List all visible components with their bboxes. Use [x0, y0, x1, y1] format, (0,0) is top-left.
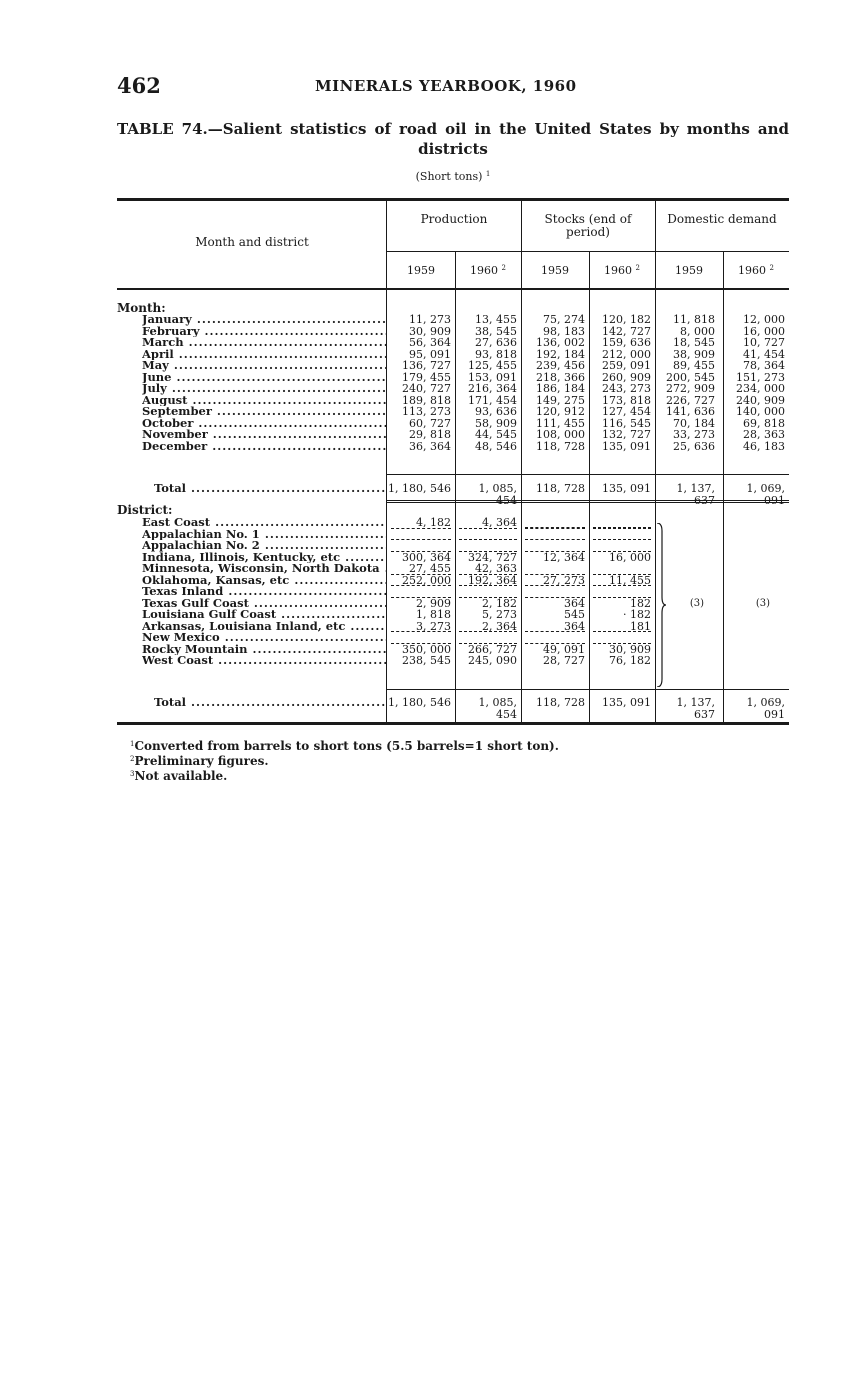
table-cell: 89, 455 [673, 359, 715, 372]
table-bottom-rule [117, 722, 789, 725]
cell-separator [391, 574, 451, 575]
page-header [117, 73, 789, 99]
table-cell: 46, 183 [743, 439, 785, 453]
table-cell: 5, 273 [482, 608, 517, 621]
cell-separator [391, 597, 451, 598]
column-rule [655, 201, 656, 722]
district-label: Minnesota, Wisconsin, North Dakota ..... [142, 563, 386, 575]
cell-separator [525, 551, 585, 552]
page-number: 462 [117, 73, 161, 98]
table-cell: 266, 727 [468, 642, 517, 656]
footnote-3: $^3$Not available. [130, 769, 228, 783]
district-section-heading: District: [117, 503, 173, 517]
road-oil-table [117, 198, 789, 725]
table-cell: 30, 909 [409, 324, 451, 338]
cell-separator [525, 574, 585, 575]
cell-separator [459, 643, 517, 644]
cell-separator [459, 528, 517, 529]
table-cell: 27, 273 [543, 573, 585, 587]
table-cell: 181 [630, 619, 651, 633]
table-cell: 48, 546 [475, 439, 517, 453]
cell-separator [459, 539, 517, 540]
district-label: Appalachian No. 1 ..... [142, 529, 386, 541]
table-cell: 200, 545 [666, 370, 715, 384]
table-cell: 4, 364 [482, 516, 517, 529]
district-label: Appalachian No. 2 ..... [142, 540, 386, 552]
table-cell: 58, 909 [475, 416, 517, 430]
district-total-label: Total ..... [154, 697, 386, 709]
table-cell: 70, 184 [673, 416, 715, 430]
table-cell: 350, 000 [402, 642, 451, 656]
year-header: 1959 [675, 264, 703, 277]
table-cell-total: 1, 137, [676, 482, 715, 495]
not-available-1960: (3) [755, 598, 771, 609]
table-cell: 113, 273 [402, 405, 451, 418]
district-label: West Coast ..... [142, 655, 386, 667]
month-label: May ..... [142, 360, 386, 372]
table-cell: 364 [564, 596, 585, 610]
table-cell-total: 1, 069, 091 [746, 696, 785, 721]
column-header-rule [117, 288, 789, 290]
table-cell: 33, 273 [673, 428, 715, 441]
cell-separator [525, 631, 585, 632]
table-cell: 243, 273 [602, 382, 651, 395]
table-cell: 179, 455 [402, 370, 451, 384]
table-cell: 44, 545 [475, 428, 517, 441]
table-cell: 120, 182 [602, 313, 651, 326]
month-label: June ..... [142, 372, 386, 384]
table-cell: 41, 454 [743, 347, 785, 361]
table-cell: 151, 273 [736, 370, 785, 384]
table-cell: 11, 455 [609, 573, 651, 587]
table-cell: 127, 454 [602, 405, 651, 418]
table-cell: 69, 818 [743, 416, 785, 430]
table-cell: 12, 000 [743, 313, 785, 326]
cell-separator [525, 597, 585, 598]
table-cell: 27, 455 [409, 562, 451, 575]
cell-separator [391, 631, 451, 632]
month-label: January ..... [142, 314, 386, 326]
month-label: November ..... [142, 429, 386, 441]
table-cell: 364 [564, 619, 585, 633]
table-cell: 240, 909 [736, 393, 785, 407]
table-cell: 13, 455 [475, 313, 517, 326]
table-cell: 108, 000 [536, 428, 585, 441]
table-cell: 56, 364 [409, 336, 451, 349]
table-cell: 173, 818 [602, 393, 651, 407]
table-cell: 36, 364 [409, 439, 451, 453]
month-label: February ..... [142, 326, 386, 338]
group-header-production: Production [420, 212, 488, 226]
year-header: 1960 $^2$ [470, 264, 506, 277]
table-caption-line1: TABLE 74.—Salient statistics of road oil in the United States by months and [117, 120, 789, 138]
district-label: Texas Inland ..... [142, 586, 386, 598]
district-label: Arkansas, Louisiana Inland, etc ..... [142, 621, 386, 633]
table-cell: 238, 545 [402, 654, 451, 667]
cell-separator [593, 631, 651, 632]
total-rule [387, 500, 789, 501]
table-cell: 16, 000 [609, 550, 651, 564]
table-cell: 49, 091 [543, 642, 585, 656]
table-cell: 324, 727 [468, 550, 517, 564]
total-rule [387, 502, 789, 503]
table-cell-total: 1, 180, 546 [388, 696, 451, 709]
district-label: Oklahoma, Kansas, etc ..... [142, 575, 386, 587]
cell-separator [593, 597, 651, 598]
cell-separator [525, 643, 585, 644]
table-cell: 38, 545 [475, 324, 517, 338]
month-label: December ..... [142, 441, 386, 453]
table-cell: 234, 000 [736, 382, 785, 395]
cell-separator [391, 585, 451, 586]
table-cell: 18, 545 [673, 336, 715, 349]
table-cell: 212, 000 [602, 347, 651, 361]
table-cell-total: 1, 137, 637 [676, 696, 715, 721]
table-cell: 141, 636 [666, 405, 715, 418]
cell-separator [525, 527, 585, 528]
table-cell: 30, 909 [609, 642, 651, 656]
total-rule [387, 689, 789, 690]
table-cell: 135, 091 [602, 439, 651, 453]
cell-separator [459, 574, 517, 575]
table-cell: 3, 273 [416, 619, 451, 633]
cell-separator [593, 585, 651, 586]
month-label: April ..... [142, 349, 386, 361]
district-label: Texas Gulf Coast ..... [142, 598, 386, 610]
footnotes [130, 738, 559, 783]
table-cell-total: 135, 091 [602, 696, 651, 709]
table-caption-line2: districts [418, 140, 488, 158]
district-label: Rocky Mountain ..... [142, 644, 386, 656]
table-cell-total: 1, 069, [746, 482, 785, 495]
table-cell: 8, 000 [680, 324, 715, 338]
table-cell: 192, 364 [468, 573, 517, 587]
table-cell: 116, 545 [602, 416, 651, 430]
year-header: 1959 [541, 264, 569, 277]
running-title: MINERALS YEARBOOK, 1960 [315, 77, 577, 95]
table-cell: 153, 091 [468, 370, 517, 384]
table-cell: 140, 000 [736, 405, 785, 418]
table-cell-total: 1, 180, 546 [388, 482, 451, 495]
table-cell: 132, 727 [602, 428, 651, 441]
year-header: 1959 [407, 264, 435, 277]
total-rule [387, 474, 789, 475]
month-section-heading: Month: [117, 301, 166, 315]
cell-separator [459, 551, 517, 552]
table-units-text: (Short tons) [415, 170, 483, 183]
table-cell: · 182 [623, 608, 651, 621]
month-label: March ..... [142, 337, 386, 349]
table-cell: 93, 636 [475, 405, 517, 418]
table-cell: 171, 454 [468, 393, 517, 407]
month-label: August ..... [142, 395, 386, 407]
table-cell-total: 1, 085, [478, 482, 517, 495]
table-units [117, 170, 789, 183]
table-cell: 240, 727 [402, 382, 451, 395]
district-label: Indiana, Illinois, Kentucky, etc ..... [142, 552, 386, 564]
month-label: September ..... [142, 406, 386, 418]
group-header-stocks: Stocks (end of period) [544, 212, 632, 239]
table-top-rule [117, 198, 789, 201]
table-cell: 28, 727 [543, 654, 585, 667]
table-cell: 2, 909 [416, 596, 451, 610]
district-label: Louisiana Gulf Coast ..... [142, 609, 386, 621]
table-cell: 111, 455 [536, 416, 585, 430]
stub-header: Month and district [195, 235, 309, 249]
table-cell: 2, 182 [482, 596, 517, 610]
table-cell: 29, 818 [409, 428, 451, 441]
table-cell: 2, 364 [482, 619, 517, 633]
cell-separator [459, 631, 517, 632]
table-cell: 245, 090 [468, 654, 517, 667]
table-cell: 12, 364 [543, 550, 585, 564]
table-cell: 16, 000 [743, 324, 785, 338]
table-cell: 4, 182 [416, 516, 451, 529]
table-cell: 11, 273 [409, 313, 451, 326]
table-cell: 98, 183 [543, 324, 585, 338]
cell-separator [593, 574, 651, 575]
table-cell: 76, 182 [609, 654, 651, 667]
table-cell: 120, 912 [536, 405, 585, 418]
group-header-rule [387, 251, 789, 252]
table-cell: 125, 455 [468, 359, 517, 372]
table-cell: 252, 000 [402, 573, 451, 587]
group-header-domestic-demand: Domestic demand [667, 212, 777, 226]
year-header: 1960 $^2$ [738, 264, 774, 277]
table-cell: 93, 818 [475, 347, 517, 361]
cell-separator [593, 643, 651, 644]
table-cell: 216, 364 [468, 382, 517, 395]
table-cell: 38, 909 [673, 347, 715, 361]
table-cell: 182 [630, 596, 651, 610]
month-label: July ..... [142, 383, 386, 395]
table-cell: 192, 184 [536, 347, 585, 361]
footnote-1: $^1$Converted from barrels to short tons (5.5 barrels=1 short ton). [130, 739, 559, 753]
table-cell: 75, 274 [543, 313, 585, 326]
table-cell: 159, 636 [602, 336, 651, 349]
cell-separator [391, 539, 451, 540]
table-cell: 149, 275 [536, 393, 585, 407]
table-cell-total: 1, 085, 454 [478, 696, 517, 721]
table-cell: 218, 366 [536, 370, 585, 384]
cell-separator [391, 643, 451, 644]
not-available-1959: (3) [689, 598, 705, 609]
cell-separator [593, 527, 651, 528]
table-cell: 42, 363 [475, 562, 517, 575]
table-cell: 28, 363 [743, 428, 785, 441]
month-label: October ..... [142, 418, 386, 430]
table-cell: 186, 184 [536, 382, 585, 395]
table-cell: 259, 091 [602, 359, 651, 372]
table-caption [117, 119, 789, 159]
district-label: East Coast ..... [142, 517, 386, 529]
cell-separator [391, 551, 451, 552]
table-cell: 11, 818 [673, 313, 715, 326]
footnote-2: $^2$Preliminary figures. [130, 754, 269, 768]
year-header: 1960 $^2$ [604, 264, 640, 277]
table-cell: 136, 727 [402, 359, 451, 372]
district-brace [656, 523, 666, 687]
cell-separator [525, 539, 585, 540]
table-cell: 189, 818 [402, 393, 451, 407]
table-cell: 545 [564, 608, 585, 621]
table-cell: 60, 727 [409, 416, 451, 430]
table-cell: 25, 636 [673, 439, 715, 453]
table-cell: 300, 364 [402, 550, 451, 564]
table-cell: 239, 456 [536, 359, 585, 372]
table-cell: 260, 909 [602, 370, 651, 384]
table-cell-total: 118, 728 [536, 696, 585, 709]
table-cell-total: 118, 728 [536, 482, 585, 495]
table-cell: 27, 636 [475, 336, 517, 349]
table-cell: 118, 728 [536, 439, 585, 453]
cell-separator [391, 528, 451, 529]
table-cell: 226, 727 [666, 393, 715, 407]
table-cell: 95, 091 [409, 347, 451, 361]
table-cell: 10, 727 [743, 336, 785, 349]
table-cell: 142, 727 [602, 324, 651, 338]
cell-separator [459, 585, 517, 586]
cell-separator [593, 551, 651, 552]
table-cell-total: 135, 091 [602, 482, 651, 495]
table-cell: 78, 364 [743, 359, 785, 372]
footnote-ref: 1 [485, 170, 491, 178]
table-cell: 1, 818 [416, 608, 451, 621]
cell-separator [593, 539, 651, 540]
month-total-label: Total ..... [154, 483, 386, 495]
table-cell: 272, 909 [666, 382, 715, 395]
table-cell: 136, 002 [536, 336, 585, 349]
cell-separator [459, 597, 517, 598]
cell-separator [525, 585, 585, 586]
district-label: New Mexico ..... [142, 632, 386, 644]
